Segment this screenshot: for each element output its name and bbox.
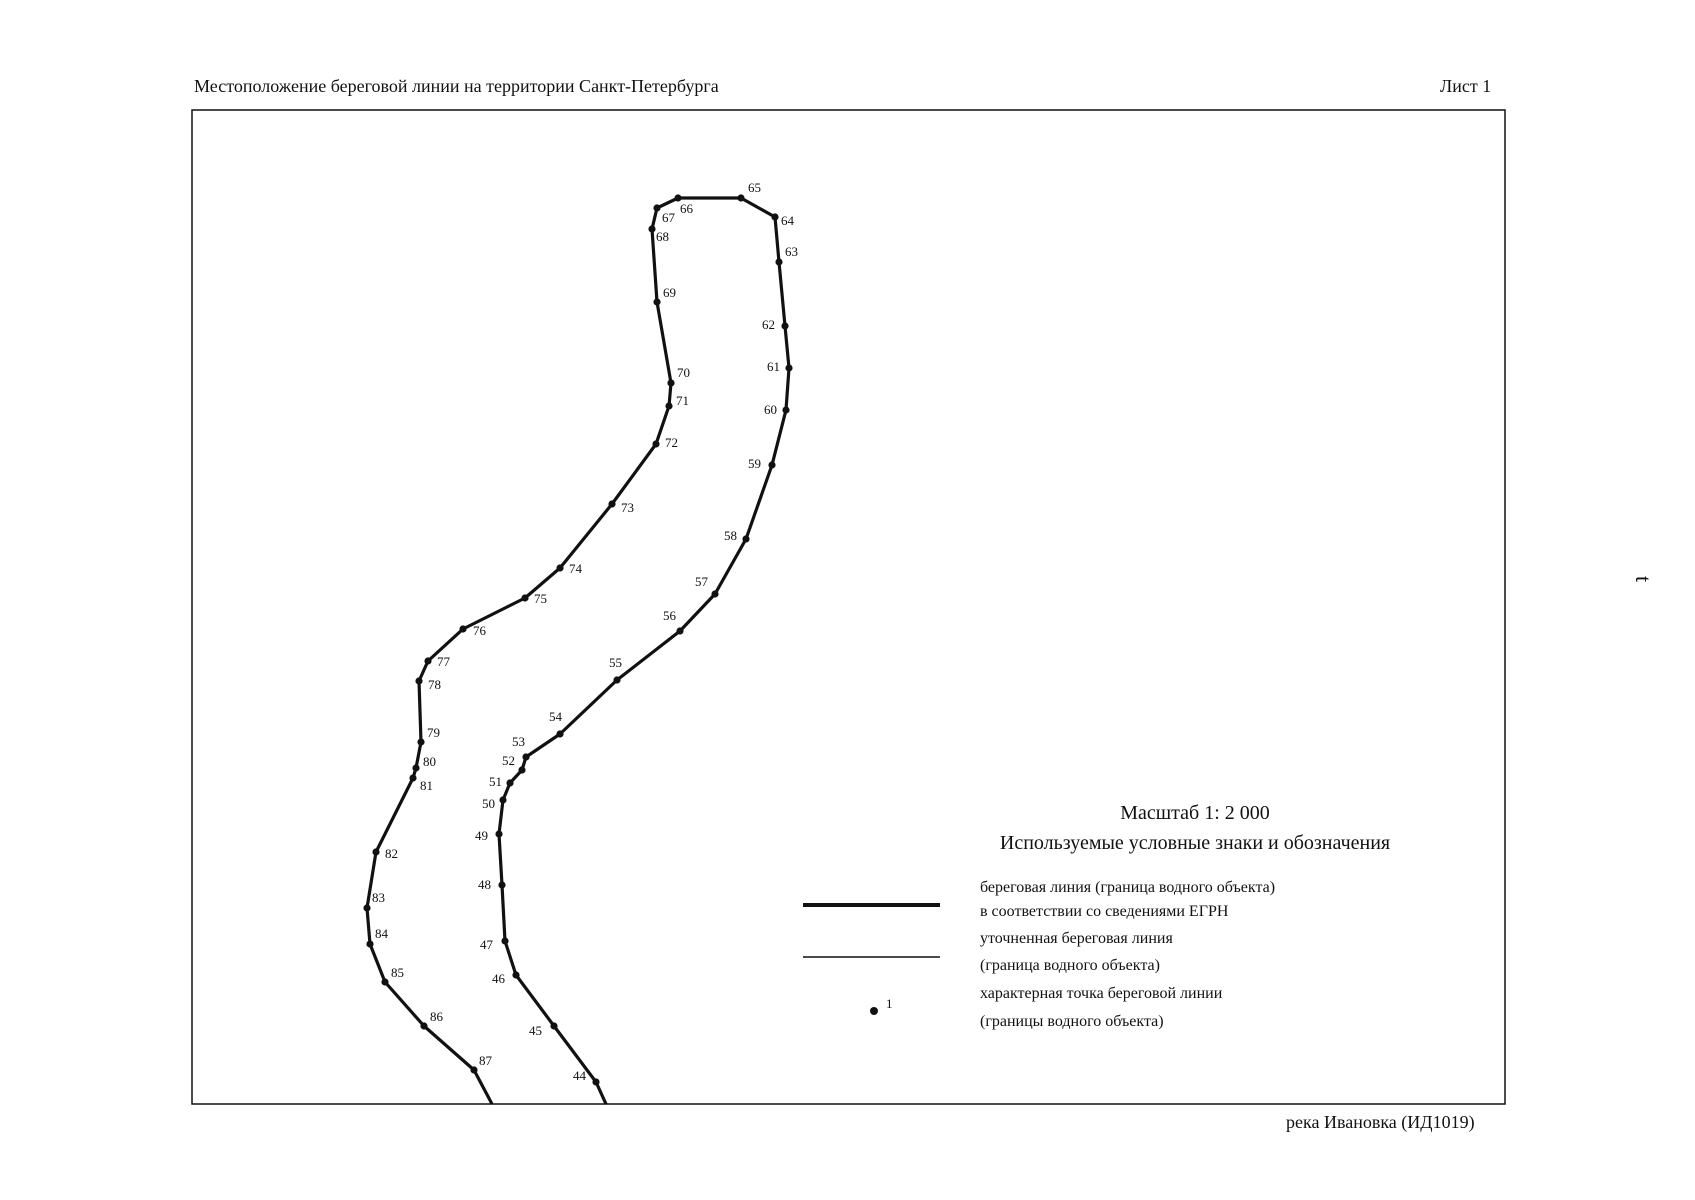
shoreline-point-57	[711, 590, 718, 597]
shoreline-point-51	[506, 779, 513, 786]
shoreline-point-67	[653, 204, 660, 211]
sheet-number: Лист 1	[1440, 76, 1492, 96]
legend-point-symbol	[870, 1007, 878, 1015]
shoreline-point-74	[556, 564, 563, 571]
point-label-72: 72	[665, 435, 678, 450]
legend-point-text-1: характерная точка береговой линии	[980, 985, 1223, 1002]
point-label-61: 61	[767, 359, 780, 374]
shoreline-point-45	[550, 1022, 557, 1029]
point-label-77: 77	[437, 654, 450, 669]
point-label-85: 85	[391, 965, 404, 980]
shoreline-point-70	[667, 379, 674, 386]
point-label-82: 82	[385, 846, 398, 861]
point-layer	[363, 180, 798, 1086]
shoreline-point-80	[412, 764, 419, 771]
shoreline-point-87	[470, 1066, 477, 1073]
point-label-46: 46	[492, 971, 505, 986]
shoreline-point-73	[608, 500, 615, 507]
shoreline-point-60	[782, 406, 789, 413]
shoreline-point-52	[518, 766, 525, 773]
point-label-53: 53	[512, 734, 525, 749]
point-label-84: 84	[375, 926, 388, 941]
point-label-48: 48	[478, 877, 491, 892]
legend-refined-line-text-1: уточненная береговая линия	[980, 930, 1173, 947]
point-label-45: 45	[529, 1023, 542, 1038]
shoreline-point-68	[648, 225, 655, 232]
point-label-60: 60	[764, 402, 777, 417]
point-label-64: 64	[781, 213, 794, 228]
shoreline-point-81	[409, 774, 416, 781]
point-label-63: 63	[785, 244, 798, 259]
point-label-81: 81	[420, 778, 433, 793]
point-label-56: 56	[663, 608, 676, 623]
shoreline-point-86	[420, 1022, 427, 1029]
point-label-71: 71	[676, 393, 689, 408]
shoreline-egrn	[367, 198, 789, 1104]
shoreline-point-72	[652, 440, 659, 447]
point-label-62: 62	[762, 317, 775, 332]
shoreline-point-50	[499, 796, 506, 803]
shoreline-point-48	[498, 881, 505, 888]
shoreline-point-47	[501, 937, 508, 944]
point-label-73: 73	[621, 500, 634, 515]
point-label-52: 52	[502, 753, 515, 768]
side-mark: t	[1631, 575, 1657, 583]
point-label-58: 58	[724, 528, 737, 543]
point-label-50: 50	[482, 796, 495, 811]
point-label-54: 54	[549, 709, 562, 724]
shoreline-point-82	[372, 848, 379, 855]
point-label-57: 57	[695, 574, 708, 589]
point-label-74: 74	[569, 561, 582, 576]
shoreline-point-54	[556, 730, 563, 737]
shoreline-point-75	[521, 594, 528, 601]
shoreline-point-55	[613, 676, 620, 683]
point-label-69: 69	[663, 285, 676, 300]
point-label-49: 49	[475, 828, 488, 843]
shoreline-point-84	[366, 940, 373, 947]
shoreline-point-77	[424, 657, 431, 664]
point-label-44: 44	[573, 1068, 586, 1083]
point-label-79: 79	[427, 725, 440, 740]
legend-refined-line-text-2: (граница водного объекта)	[980, 957, 1160, 974]
point-label-65: 65	[748, 180, 761, 195]
shoreline-point-59	[768, 461, 775, 468]
point-label-83: 83	[372, 890, 385, 905]
point-label-70: 70	[677, 365, 690, 380]
point-label-67: 67	[662, 210, 675, 225]
shoreline-point-64	[771, 213, 778, 220]
map-title: Местоположение береговой линии на территории Санкт-Петербурга	[194, 76, 719, 96]
shoreline-point-49	[495, 830, 502, 837]
legend-point-text-2: (границы водного объекта)	[980, 1013, 1164, 1030]
point-label-86: 86	[430, 1009, 443, 1024]
point-label-68: 68	[656, 229, 669, 244]
footer-river-id: река Ивановка (ИД1019)	[1286, 1112, 1475, 1132]
point-label-55: 55	[609, 655, 622, 670]
shoreline-point-71	[665, 402, 672, 409]
shoreline-point-78	[415, 677, 422, 684]
shoreline-point-65	[737, 194, 744, 201]
point-label-47: 47	[480, 937, 493, 952]
legend-point-marker-label: 1	[886, 996, 893, 1011]
shoreline-point-44	[592, 1078, 599, 1085]
point-label-78: 78	[428, 677, 441, 692]
point-label-59: 59	[748, 456, 761, 471]
shoreline-point-61	[785, 364, 792, 371]
shoreline-point-53	[522, 753, 529, 760]
shoreline-point-79	[417, 738, 424, 745]
shoreline-point-83	[363, 904, 370, 911]
shoreline-point-56	[676, 627, 683, 634]
point-label-75: 75	[534, 591, 547, 606]
point-label-80: 80	[423, 754, 436, 769]
shoreline-point-76	[459, 625, 466, 632]
shoreline-point-69	[653, 298, 660, 305]
scale-label: Масштаб 1: 2 000	[1120, 802, 1270, 824]
point-label-76: 76	[473, 623, 486, 638]
legend-egrn-line-text-2: в соответствии со сведениями ЕГРН	[980, 903, 1229, 920]
map-frame	[192, 110, 1505, 1104]
point-label-66: 66	[680, 201, 693, 216]
shoreline-point-58	[742, 535, 749, 542]
shoreline-point-46	[512, 971, 519, 978]
legend-title: Используемые условные знаки и обозначения	[999, 832, 1391, 854]
point-label-87: 87	[479, 1053, 492, 1068]
shoreline-point-62	[781, 322, 788, 329]
shoreline-point-85	[381, 978, 388, 985]
point-label-51: 51	[489, 774, 502, 789]
legend-egrn-line-text-1: береговая линия (граница водного объекта)	[980, 879, 1276, 896]
shoreline-point-63	[775, 258, 782, 265]
